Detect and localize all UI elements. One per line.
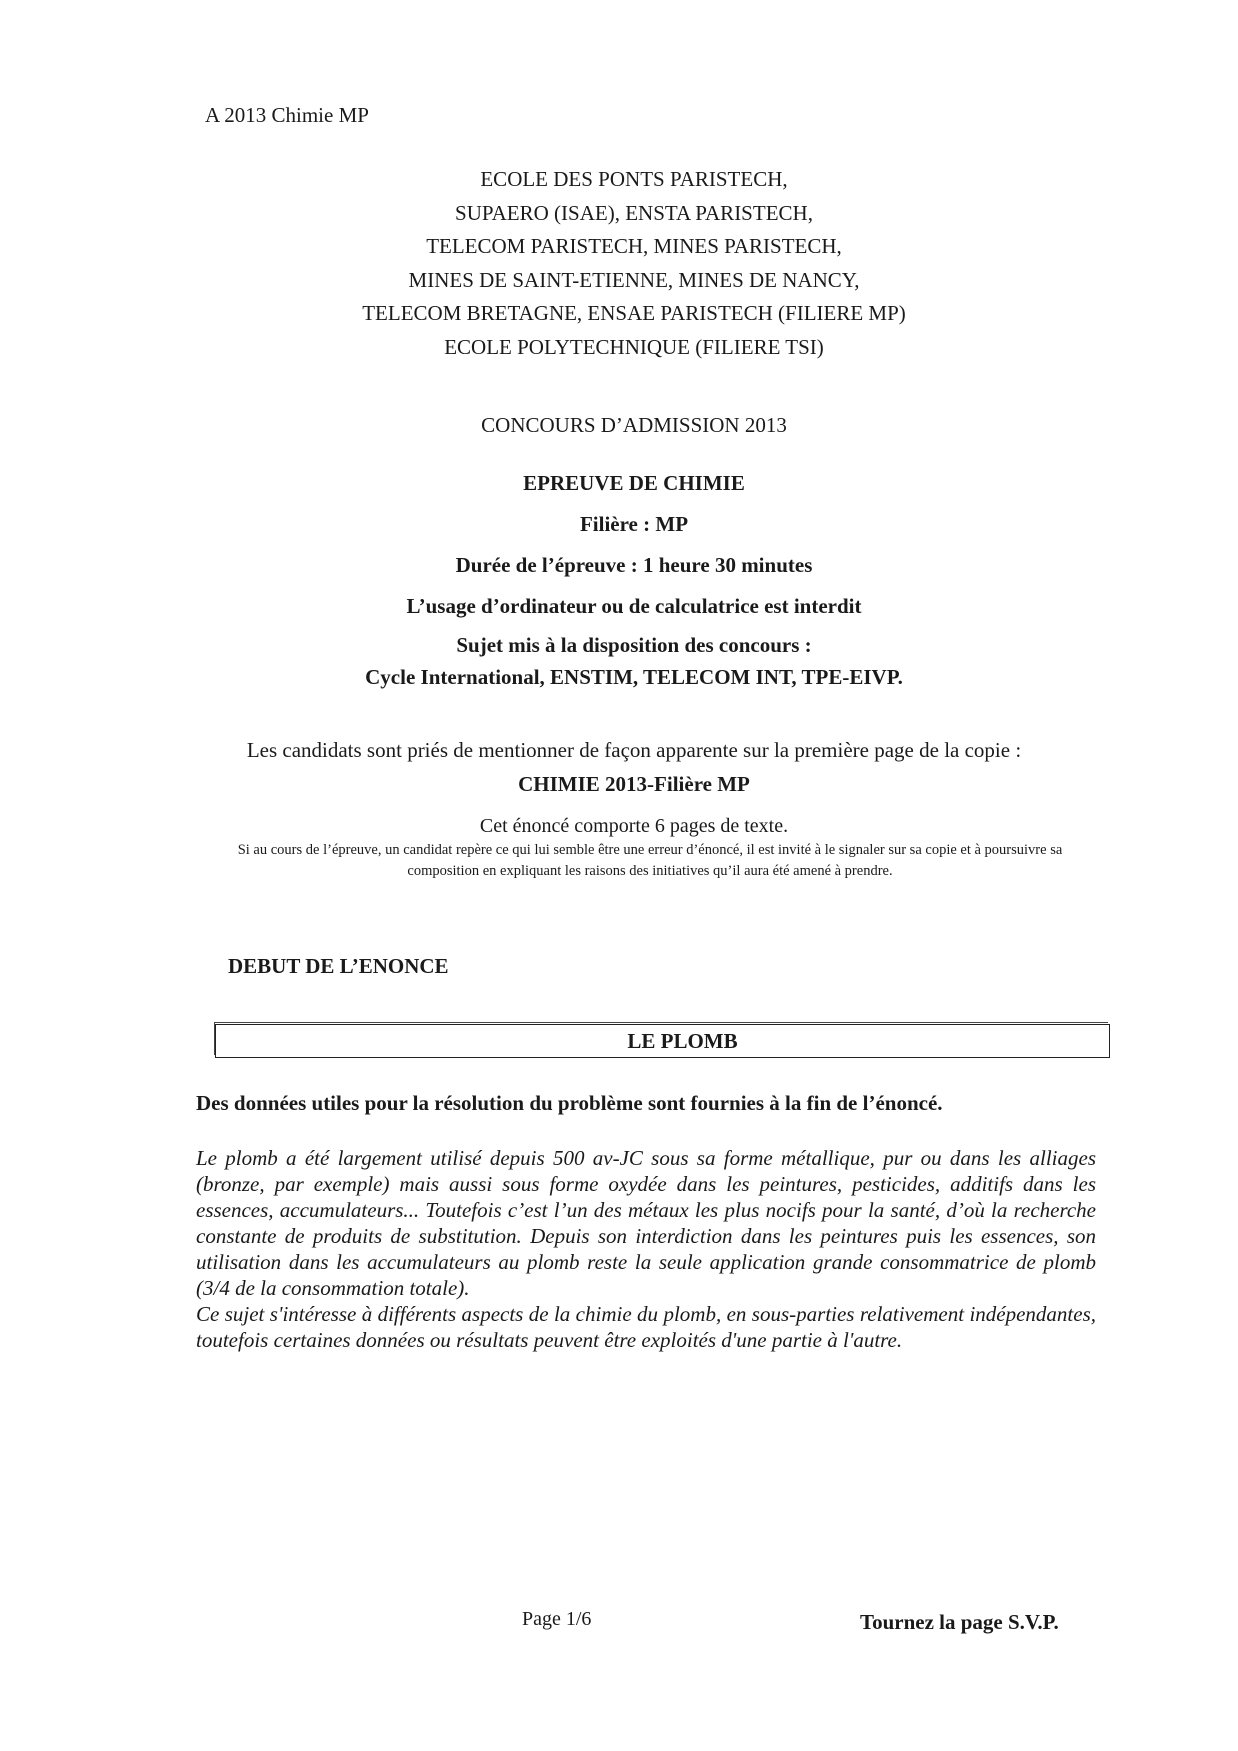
duree-line: Durée de l’épreuve : 1 heure 30 minutes	[455, 553, 813, 577]
schools-list	[0, 163, 1238, 364]
section-title-box	[215, 1024, 1110, 1058]
school-line: TELECOM BRETAGNE, ENSAE PARISTECH (FILIERE MP)	[362, 301, 906, 325]
turn-page-note: Tournez la page S.V.P.	[860, 1610, 1059, 1634]
intro-paragraph: Le plomb a été largement utilisé depuis 500 av-JC sous sa forme métallique, pur ou dans les alliages (bronze, par exemple) mais aussi sous forme oxydée dans les peintures, pesticides, additifs dans les essences, accumulateurs... Toutefois c’est l’un des métaux les plus nocifs pour la santé, d’où la recherche constante de produits de substitution. Depuis son interdiction dans les peintures puis les essences, son utilisation dans les accumulateurs au plomb reste la seule application grande consommatrice de plomb (3/4 de la consommation totale).	[196, 1146, 1096, 1300]
sujet-line: Sujet mis à la disposition des concours :	[456, 633, 812, 657]
section-title: LE PLOMB	[627, 1029, 738, 1053]
filiere-line: Filière : MP	[579, 512, 689, 536]
copie-label: CHIMIE 2013-Filière MP	[518, 772, 750, 796]
school-line: TELECOM PARISTECH, MINES PARISTECH,	[426, 234, 842, 258]
page-number: Page 1/6	[522, 1608, 592, 1630]
concours-title: CONCOURS D’ADMISSION 2013	[481, 413, 787, 437]
intro-paragraph: Ce sujet s'intéresse à différents aspects de la chimie du plomb, en sous-parties relativement indépendantes, toutefois certaines données ou résultats peuvent être exploités d'une partie à l'autre.	[196, 1302, 1096, 1352]
usage-line: L’usage d’ordinateur ou de calculatrice est interdit	[406, 594, 862, 618]
epreuve-block	[0, 463, 1238, 693]
pages-info: Cet énoncé comporte 6 pages de texte.	[479, 815, 789, 837]
donnees-note: Des données utiles pour la résolution du problème sont fournies à la fin de l’énoncé.	[196, 1091, 943, 1115]
school-line: ECOLE DES PONTS PARISTECH,	[480, 167, 788, 191]
epreuve-title: EPREUVE DE CHIMIE	[523, 471, 745, 495]
intro-text	[196, 1145, 1096, 1353]
debut-enonce: DEBUT DE L’ENONCE	[228, 954, 449, 978]
cycles-line: Cycle International, ENSTIM, TELECOM INT, TPE-EIVP.	[365, 665, 903, 689]
school-line: MINES DE SAINT-ETIENNE, MINES DE NANCY,	[408, 267, 860, 292]
candidats-instruction: Les candidats sont priés de mentionner de façon apparente sur la première page de la copie :	[246, 738, 1022, 762]
school-line: ECOLE POLYTECHNIQUE (FILIERE TSI)	[444, 334, 824, 359]
school-line: SUPAERO (ISAE), ENSTA PARISTECH,	[455, 200, 813, 225]
erreur-note: Si au cours de l’épreuve, un candidat repère ce qui lui semble être une erreur d’énoncé, il est invité à le signaler sur sa copie et à poursuivre sa composition en expliquant les raisons des initiatives qu’il aura été amené à prendre.	[237, 842, 1063, 879]
document-code: A 2013 Chimie MP	[205, 103, 369, 127]
